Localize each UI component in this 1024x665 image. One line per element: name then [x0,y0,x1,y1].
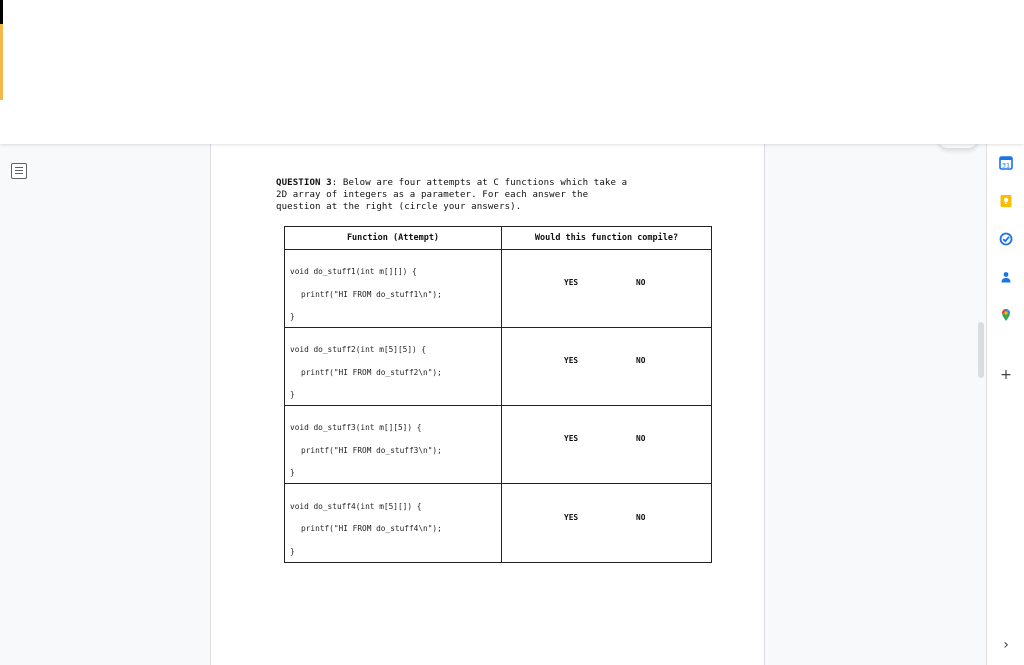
question-line-3: question at the right (circle your answers). [276,202,522,212]
accent-strip-dark [0,0,3,24]
code-body: printf("HI FROM do_stuff1\n"); [301,290,442,299]
table-column-divider [501,227,502,562]
code-body: printf("HI FROM do_stuff4\n"); [301,524,442,533]
table-row-divider [285,483,711,484]
table-header-function: Function (Attempt) [346,233,440,243]
code-close-brace: } [290,547,295,556]
question-text [276,177,716,213]
side-panel [986,144,1024,665]
answer-no-option[interactable]: NO [636,356,646,365]
answer-yes-option[interactable]: YES [564,278,579,287]
answer-table [284,226,712,563]
right-gutter [765,144,986,665]
answer-no-option[interactable]: NO [636,513,646,522]
table-row-divider [285,327,711,328]
table-row-divider [285,405,711,406]
code-signature: void do_stuff1(int m[][]) { [290,267,417,276]
code-body: printf("HI FROM do_stuff3\n"); [301,446,442,455]
code-close-brace: } [290,312,295,321]
calendar-day: 31 [1001,161,1011,170]
chevron-right-icon[interactable]: › [1003,637,1009,653]
code-signature: void do_stuff3(int m[][5]) { [290,423,422,432]
answer-yes-option[interactable]: YES [564,356,579,365]
add-icon[interactable]: + [1000,367,1012,383]
toolbar-area [0,0,1024,144]
scrollbar-thumb[interactable] [978,322,984,378]
code-body: printf("HI FROM do_stuff2\n"); [301,368,442,377]
code-signature: void do_stuff2(int m[5][5]) { [290,345,427,354]
keep-icon[interactable] [999,194,1013,208]
answer-yes-option[interactable]: YES [564,513,579,522]
answer-yes-option[interactable]: YES [564,434,579,443]
code-close-brace: } [290,390,295,399]
question-line-2: 2D array of integers as a parameter. For each answer the [276,190,589,200]
answer-no-option[interactable]: NO [636,278,646,287]
document-outline-icon[interactable] [11,163,27,179]
accent-strip [0,24,3,100]
contacts-icon[interactable] [999,270,1013,284]
tasks-icon[interactable] [999,232,1013,246]
question-line-1: : Below are four attempts at C functions which take a [331,178,628,188]
calendar-icon[interactable] [999,156,1013,170]
code-close-brace: } [290,468,295,477]
table-header-divider [285,249,711,250]
answer-no-option[interactable]: NO [636,434,646,443]
table-header-compile: Would this function compile? [534,233,679,243]
maps-icon[interactable] [999,308,1013,322]
left-panel [0,144,210,665]
question-label: QUESTION 3 [276,178,332,188]
code-signature: void do_stuff4(int m[5][]) { [290,502,422,511]
